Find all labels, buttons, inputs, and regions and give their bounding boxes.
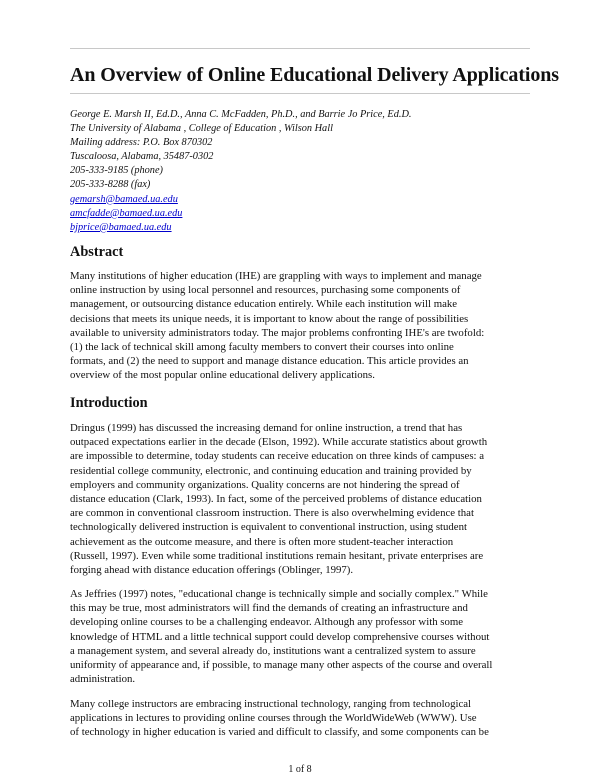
text-line: forging ahead with distance education offerings (Oblinger, 1997). bbox=[70, 564, 354, 577]
document-title: An Overview of Online Educational Delivery Applications bbox=[70, 64, 559, 86]
text-line: residential college community, electronic, and continuing education and training provided by bbox=[70, 464, 472, 477]
text-line: Dringus (1999) has discussed the increasing demand for online instruction, a trend that has bbox=[70, 422, 463, 434]
abstract-heading: Abstract bbox=[70, 244, 124, 260]
text-line: applications in lectures to providing online courses through the WorldWideWeb (WWW). Use bbox=[70, 712, 477, 725]
text-line: outpaced expectations earlier in the decade (Elson, 1992). While accurate statistics about growth bbox=[70, 436, 488, 449]
text-line: (1) the lack of technical skill among faculty members to convert their courses into online bbox=[70, 341, 454, 354]
text-line: employers and community organizations. Quality concerns are not hindering the spread of bbox=[70, 478, 460, 491]
abstract-paragraph bbox=[70, 269, 532, 383]
text-line: decisions that meets its unique needs, it is important to know about the range of possibilities bbox=[70, 312, 469, 325]
authors: George E. Marsh II, Ed.D., Anna C. McFadden, Ph.D., and Barrie Jo Price, Ed.D. bbox=[70, 109, 412, 120]
page-number: 1 of 8 bbox=[288, 764, 312, 775]
text-line: (Russell, 1997). Even while some traditional institutions remain hesitant, private enterprises are bbox=[70, 549, 484, 562]
text-line: management, or outsourcing distance education entirely. While each institution will make bbox=[70, 298, 458, 311]
text-line: of technology in higher education is varied and difficult to classify, and some components can be bbox=[70, 726, 489, 739]
introduction-heading: Introduction bbox=[70, 395, 148, 411]
text-line: administration. bbox=[70, 673, 136, 686]
email-link[interactable]: gemarsh@bamaed.ua.edu bbox=[70, 193, 178, 205]
city: Tuscaloosa, Alabama, 35487-0302 bbox=[70, 151, 214, 163]
affiliation: The University of Alabama , College of Education , Wilson Hall bbox=[70, 123, 333, 135]
text-line: are common in conventional classroom instruction. There is also overwhelming evidence that bbox=[70, 507, 474, 520]
mailing-address: Mailing address: P.O. Box 870302 bbox=[70, 137, 213, 149]
intro-paragraph-2 bbox=[70, 587, 532, 686]
email-link[interactable]: amcfadde@bamaed.ua.edu bbox=[70, 207, 183, 219]
fax: 205-333-8288 (fax) bbox=[70, 179, 151, 191]
author-block bbox=[70, 108, 411, 235]
text-line: achievement as the outcome measure, and there is often more student-teacher interaction bbox=[70, 535, 454, 548]
text-line: a management system, and several already do, institutions want a centralized system to assure bbox=[70, 644, 476, 657]
text-line: distance education (Clark, 1993). In fact, some of the perceived problems of distance education bbox=[70, 493, 482, 506]
text-line: Many college instructors are embracing instructional technology, ranging from technological bbox=[70, 698, 472, 710]
text-line: As Jeffries (1997) notes, "educational change is technically simple and socially complex." While bbox=[70, 588, 488, 600]
text-line: are impossible to determine, today students can receive education on three kinds of campuses: a bbox=[70, 450, 485, 463]
text-line: available to university administrators today. The major problems confronting IHE's are twofold: bbox=[70, 326, 485, 339]
intro-paragraph-1 bbox=[70, 421, 532, 577]
text-line: this may be true, most administrators will find the demands of creating an infrastructure and bbox=[70, 602, 468, 615]
text-line: overview of the most popular online educational delivery applications. bbox=[70, 369, 375, 382]
text-line: uniformity of appearance and, if possible, to manage many other aspects of the course and overall bbox=[70, 659, 493, 672]
text-line: developing online courses to be a challenging endeavor. Although any professor with some bbox=[70, 616, 464, 629]
email-link[interactable]: bjprice@bamaed.ua.edu bbox=[70, 221, 172, 233]
text-line: formats, and (2) the need to support and manage distance education. This article provides an bbox=[70, 355, 469, 368]
text-line: online instruction by using local personnel and resources, purchasing some components of bbox=[70, 284, 461, 297]
text-line: knowledge of HTML and a little technical support could develop comprehensive courses without bbox=[70, 630, 490, 643]
text-line: Many institutions of higher education (IHE) are grappling with ways to implement and manage bbox=[70, 270, 482, 282]
text-line: technologically delivered instruction is equivalent to conventional instruction, using student bbox=[70, 521, 468, 534]
title-rule bbox=[70, 93, 530, 94]
top-rule bbox=[70, 48, 530, 49]
phone: 205-333-9185 (phone) bbox=[70, 165, 163, 177]
intro-paragraph-3 bbox=[70, 697, 532, 740]
